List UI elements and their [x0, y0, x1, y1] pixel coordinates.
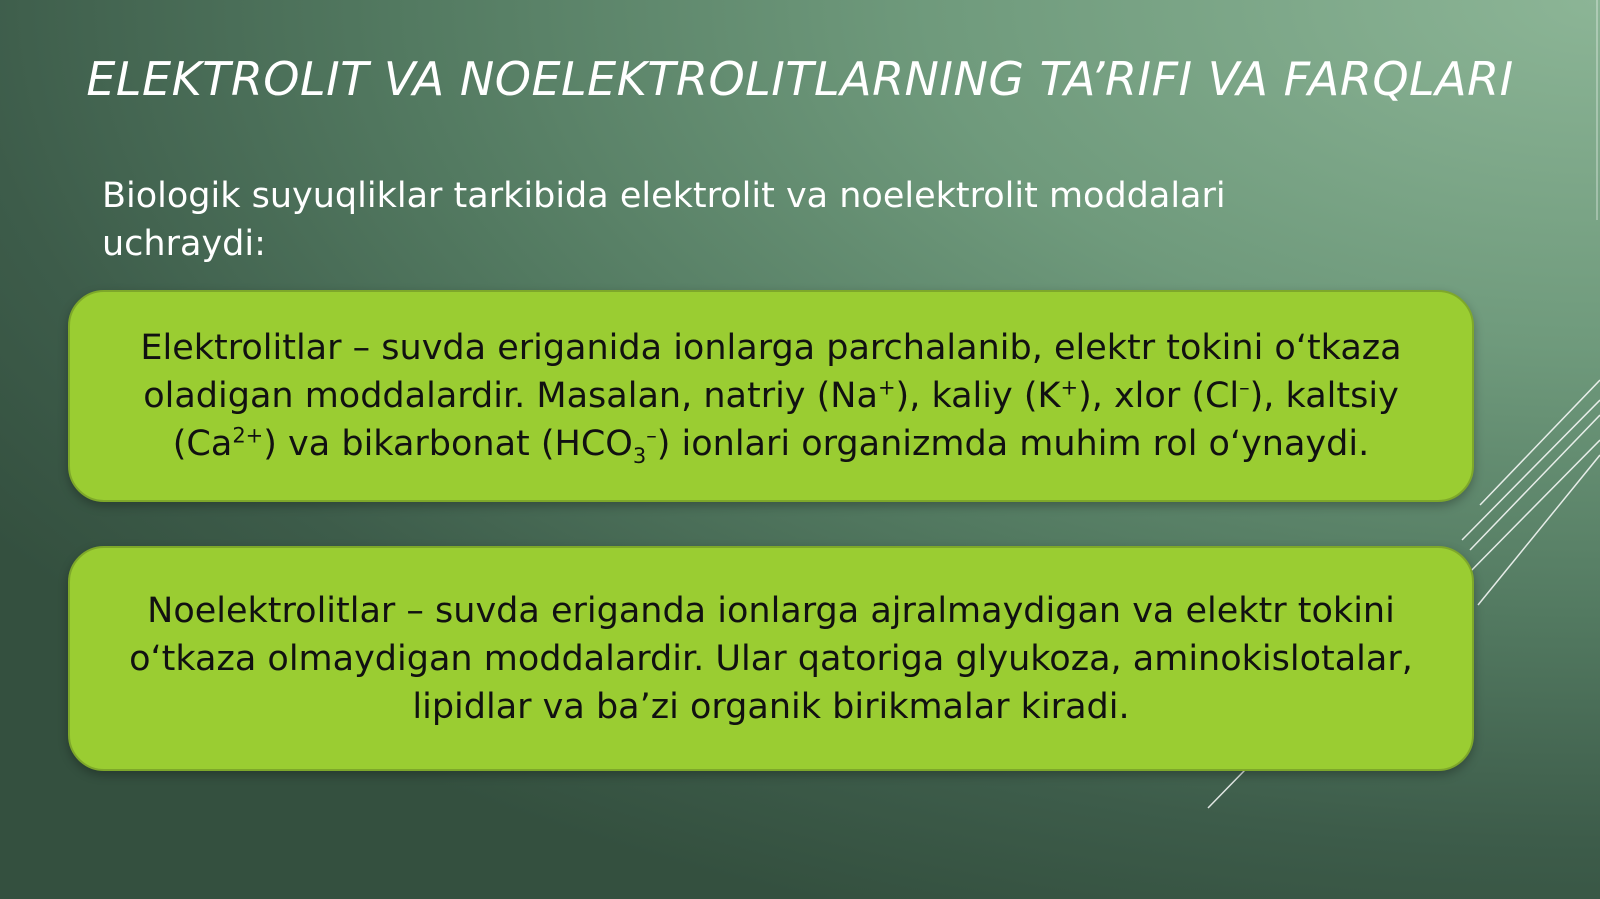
charge-superscript: +	[1060, 375, 1079, 400]
text-segment: (Ca	[172, 424, 233, 464]
nonelectrolytes-box	[68, 546, 1474, 771]
electrolytes-box	[68, 290, 1474, 502]
text-segment: ), xlor (Cl	[1078, 376, 1240, 416]
charge-superscript: –	[646, 423, 657, 448]
electrolytes-line-2	[143, 376, 1399, 416]
text-segment: ) ionlari organizmda muhim rol o‘ynaydi.	[656, 424, 1370, 464]
charge-superscript: 2+	[232, 423, 264, 448]
text-segment: ) va bikarbonat (HCO	[263, 424, 633, 464]
nonelectrolytes-text: Noelektrolitlar – suvda eriganda ionlarga ajralmaydigan va elektr tokini o‘tkaza olmaydigan moddalardir. Ular qatoriga glyukoza, aminokislotalar, lipidlar va ba’zi organik birikmalar kiradi.	[129, 590, 1413, 727]
charge-superscript: +	[877, 375, 896, 400]
text-segment: ), kaliy (K	[895, 376, 1061, 416]
charge-superscript: –	[1239, 375, 1250, 400]
formula-subscript: 3	[632, 444, 647, 468]
text-segment: oladigan moddalardir. Masalan, natriy (Na	[143, 376, 878, 416]
electrolytes-line-3	[172, 423, 1370, 468]
intro-text: Biologik suyuqliklar tarkibida elektrolit va noelektrolit moddalari uchraydi:	[102, 176, 1226, 264]
electrolytes-text	[140, 324, 1401, 468]
text-segment: ), kaltsiy	[1249, 376, 1399, 416]
electrolytes-line-1: Elektrolitlar – suvda eriganida ionlarga parchalanib, elektr tokini o‘tkaza	[140, 328, 1402, 368]
slide-title: ELEKTROLIT VA NOELEKTROLITLARNING TA’RIFI VA FARQLARI	[86, 52, 1514, 106]
